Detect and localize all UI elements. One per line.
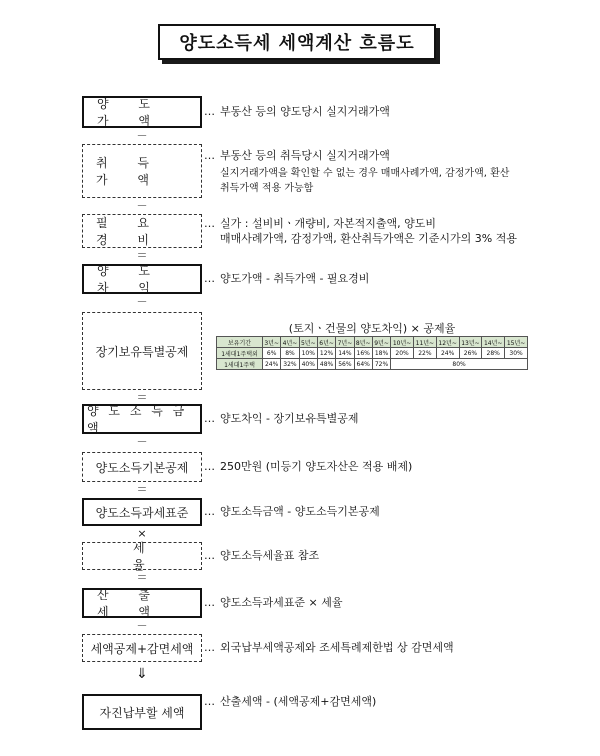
desc-line: 매매사례가액, 감정가액, 환산취득가액은 기준시가의 3% 적용 bbox=[220, 232, 517, 245]
desc-line: 양도소득과세표준 × 세율 bbox=[220, 596, 343, 609]
dots: … bbox=[204, 505, 215, 518]
period-cell: 15년~ bbox=[505, 337, 528, 348]
step-credits-reductions: 세액공제+감면세액 bbox=[82, 634, 202, 662]
desc-line: 양도가액 - 취득가액 - 필요경비 bbox=[220, 272, 370, 285]
desc-line: 실지거래가액을 확인할 수 없는 경우 매매사례가액, 감정가액, 환산 bbox=[220, 168, 510, 179]
desc-line: 부동산 등의 취득당시 실지거래가액 bbox=[220, 149, 390, 162]
period-cell: 9년~ bbox=[372, 337, 390, 348]
table-row-header bbox=[217, 337, 528, 348]
dots: … bbox=[204, 641, 215, 654]
rate-cell: 26% bbox=[459, 348, 482, 359]
period-cell: 8년~ bbox=[354, 337, 372, 348]
step-capital-gain: 양 도 차 익 bbox=[82, 264, 202, 294]
row-label: 1세대1주택 bbox=[217, 359, 263, 370]
rate-cell: 6% bbox=[263, 348, 281, 359]
rate-cell: 14% bbox=[336, 348, 354, 359]
period-cell: 3년~ bbox=[263, 337, 281, 348]
desc-line: 취득가액 적용 가능함 bbox=[220, 183, 314, 194]
dots: … bbox=[204, 549, 215, 562]
period-cell: 13년~ bbox=[459, 337, 482, 348]
operator-minus: － bbox=[136, 619, 148, 632]
period-cell: 5년~ bbox=[299, 337, 317, 348]
step-necessary-expenses: 필 요 경 비 bbox=[82, 214, 202, 248]
desc-line: 산출세액 - (세액공제+감면세액) bbox=[220, 695, 377, 708]
desc-self-payment-tax bbox=[204, 694, 376, 709]
desc-line: 외국납부세액공제와 조세특례제한법 상 감면세액 bbox=[220, 641, 454, 654]
operator-times: × bbox=[137, 527, 147, 540]
step-acquisition-price: 취 득 가 액 bbox=[82, 144, 202, 198]
dots: … bbox=[204, 596, 215, 609]
dots: … bbox=[204, 272, 215, 285]
desc-calculated-tax bbox=[204, 595, 342, 610]
rate-cell: 72% bbox=[372, 359, 390, 370]
page-title: 양도소득세 세액계산 흐름도 bbox=[158, 24, 436, 60]
desc-capital-gain bbox=[204, 271, 369, 286]
row-label: 1세대1주택외 bbox=[217, 348, 263, 359]
step-tax-rate: 세 율 bbox=[82, 542, 202, 570]
rate-cell: 10% bbox=[299, 348, 317, 359]
desc-line: 부동산 등의 양도당시 실지거래가액 bbox=[220, 105, 390, 118]
rate-cell: 20% bbox=[391, 348, 414, 359]
desc-line: 250만원 (미등기 양도자산은 적용 배제) bbox=[220, 460, 413, 473]
deduction-rate-table bbox=[216, 336, 528, 370]
table-row bbox=[217, 348, 528, 359]
step-self-payment-tax: 자진납부할 세액 bbox=[82, 694, 202, 730]
rate-cell: 16% bbox=[354, 348, 372, 359]
dots: … bbox=[204, 460, 215, 473]
dots: … bbox=[204, 105, 215, 118]
operator-equals: ＝ bbox=[136, 571, 148, 584]
period-cell: 12년~ bbox=[436, 337, 459, 348]
title-frame bbox=[158, 24, 440, 64]
desc-transfer-price bbox=[204, 104, 390, 119]
operator-equals: ＝ bbox=[136, 483, 148, 496]
rate-cell: 40% bbox=[299, 359, 317, 370]
rate-cell: 18% bbox=[372, 348, 390, 359]
table-header-cell: 보유기간 bbox=[217, 337, 263, 348]
desc-basic-deduction bbox=[204, 459, 412, 474]
desc-line: 양도차익 - 장기보유특별공제 bbox=[220, 412, 359, 425]
step-tax-base: 양도소득과세표준 bbox=[82, 498, 202, 526]
rate-cell: 30% bbox=[505, 348, 528, 359]
desc-credits-reductions bbox=[204, 640, 454, 655]
operator-minus: － bbox=[136, 129, 148, 142]
desc-tax-base bbox=[204, 504, 380, 519]
desc-tax-rate bbox=[204, 548, 319, 563]
desc-line: 양도소득세율표 참조 bbox=[220, 549, 320, 562]
period-cell: 7년~ bbox=[336, 337, 354, 348]
period-cell: 11년~ bbox=[413, 337, 436, 348]
rate-cell: 32% bbox=[281, 359, 299, 370]
table-row bbox=[217, 359, 528, 370]
desc-line: 실가 : 설비비ㆍ개량비, 자본적지출액, 양도비 bbox=[220, 217, 436, 230]
desc-necessary-expenses bbox=[204, 216, 517, 246]
operator-minus: － bbox=[136, 295, 148, 308]
dots: … bbox=[204, 217, 215, 230]
operator-equals: ＝ bbox=[136, 249, 148, 262]
step-transfer-price: 양 도 가 액 bbox=[82, 96, 202, 128]
rate-cell: 12% bbox=[317, 348, 335, 359]
operator-minus: － bbox=[136, 199, 148, 212]
deduction-formula: (토지ㆍ건물의 양도차익) × 공제율 bbox=[288, 322, 456, 335]
rate-cell-merged: 80% bbox=[391, 359, 528, 370]
dots: … bbox=[204, 412, 215, 425]
period-cell: 4년~ bbox=[281, 337, 299, 348]
desc-acquisition-price bbox=[204, 148, 509, 196]
rate-cell: 8% bbox=[281, 348, 299, 359]
rate-cell: 24% bbox=[263, 359, 281, 370]
operator-minus: － bbox=[136, 435, 148, 448]
rate-cell: 56% bbox=[336, 359, 354, 370]
rate-cell: 24% bbox=[436, 348, 459, 359]
period-cell: 6년~ bbox=[317, 337, 335, 348]
step-calculated-tax: 산 출 세 액 bbox=[82, 588, 202, 618]
rate-cell: 48% bbox=[317, 359, 335, 370]
period-cell: 14년~ bbox=[482, 337, 505, 348]
step-basic-deduction: 양도소득기본공제 bbox=[82, 452, 202, 482]
down-arrow-icon: ⇓ bbox=[136, 666, 148, 682]
step-transfer-income: 양 도 소 득 금 액 bbox=[82, 404, 202, 434]
rate-cell: 64% bbox=[354, 359, 372, 370]
desc-line: 양도소득금액 - 양도소득기본공제 bbox=[220, 505, 380, 518]
desc-transfer-income bbox=[204, 411, 358, 426]
dots: … bbox=[204, 695, 215, 708]
dots: … bbox=[204, 149, 215, 162]
step-long-term-deduction: 장기보유특별공제 bbox=[82, 312, 202, 390]
operator-equals: ＝ bbox=[136, 391, 148, 404]
period-cell: 10년~ bbox=[391, 337, 414, 348]
rate-cell: 28% bbox=[482, 348, 505, 359]
rate-cell: 22% bbox=[413, 348, 436, 359]
